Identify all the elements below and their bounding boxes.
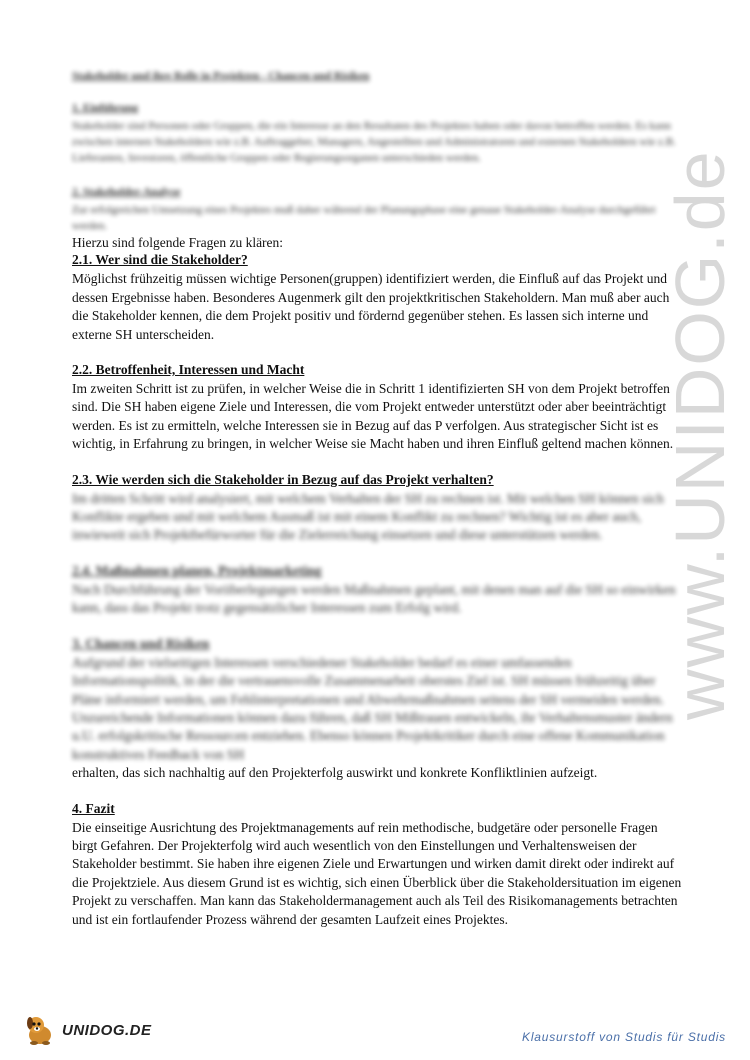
- watermark-text: www.UNIDOG.de: [661, 149, 739, 720]
- section-2-3-heading: 2.3. Wie werden sich die Stakeholder in Bezug auf das Projekt verhalten?: [72, 471, 494, 487]
- section-1-text: Stakeholder sind Personen oder Gruppen, die ein Interesse an den Resultaten des Projektes haben oder davon betroffen werden. Es kann zwischen internen Stakeholdern wie z.B. Auftraggeber, Managern, Angestellten und Administratoren und externen Stakeholdern wie z.B. Lieferanten, Investoren, öffentliche Gruppen oder Regierungsorganen unterschieden werden.: [72, 120, 676, 164]
- section-4-text: Die einseitige Ausrichtung des Projektmanagements auf rein methodische, budgetäre oder personelle Fragen birgt Gefahren. Der Projekterfolg wird auch wesentlich von den Einstellungen und Verhaltensweisen der Stakeholder bestimmt. Sie haben ihre eigenen Ziele und Erwartungen und wirken damit direkt oder indirekt auf die Projektziele. Aus diesem Grund ist es wichtig, sich einen Überblick über die Stakeholdersituation im eigenen Projekt zu verschaffen. Man kann das Stakeholdermanagement auch als Teil des Risikomanagements betrachten und ist ein fortlaufender Prozess während der gesamten Laufzeit eines Projektes.: [72, 819, 682, 927]
- dog-mascot-icon: [22, 1013, 58, 1047]
- section-2-1-text: Möglichst frühzeitig müssen wichtige Personen(gruppen) identifiziert werden, die Einfluß auf das Projekt und dessen Ergebnisse haben. Besonderes Augenmerk gilt den projektkritischen Stakeholdern. Man muß aber auch die Stakeholder kennen, die dem Projekt positiv und fördernd gegenüber stehen. Es lassen sich interne und externe SH unterscheiden.: [72, 271, 670, 342]
- section-2-3-text: Im dritten Schritt wird analysiert, mit welchem Verhalten der SH zu rechnen ist. Mit welchen SH können sich Konflikte ergeben und mit welchem Ausmaß ist mit einem Konflikt zu rechnen? Wichtig ist es aber auch, inwieweit sich Projektbefürworter für die Zielerreichung einsetzen und diese unterstützen werden.: [72, 490, 664, 543]
- section-2-4-text: Nach Durchführung der Voriiberlegungen werden Maßnahmen geplant, mit denen man auf die SH so einwirken kann, dass das Projekt trotz gegensätzlicher Interessen zum Erfolg wird.: [72, 581, 676, 616]
- section-1-heading: 1. Einführung: [72, 102, 139, 114]
- document-page: [72, 70, 682, 929]
- document-title: Stakeholder und ihre Rolle in Projekten - Chancen und Risiken: [72, 70, 370, 82]
- section-2-4-heading: 2.4. Maßnahmen planen, Projektmarketing: [72, 562, 322, 578]
- section-3-text-clear: erhalten, das sich nachhaltig auf den Projekterfolg auswirkt und konkrete Konfliktlinien aufzeigt.: [72, 765, 598, 781]
- section-3-text-blurred: Aufgrund der vielseitigen Interessen verschiedener Stakeholder bedarf es einer umfassenden Informationspolitik, in der die vertrauensvolle Zusammenarbeit oberstes Ziel ist. SH müssen frühzeitig über Pläne informiert werden, um Fehlinterpretationen und Abwehrmaßnahmen seitens der SH vermeiden werden. Unzureichende Informationen können dazu führen, daß SH Mißtrauen entwickeln, ihr Verhaltensmuster ändern u.U. erfolgskritische Ressourcen entziehen. Ebenso können Projektkritiker durch eine offene Kommunikation konstruktives Feedback von SH: [72, 654, 673, 762]
- section-3-heading: 3. Chancen und Risiken: [72, 635, 210, 651]
- section-2-heading: 2. Stakeholder-Analyse: [72, 186, 181, 198]
- logo-text: UNIDOG.DE: [62, 1021, 152, 1039]
- section-4-heading: 4. Fazit: [72, 800, 115, 816]
- section-2-text: Zur erfolgreichen Umsetzung eines Projektes muß daher während der Planungsphase eine genaue Stakeholder-Analyse durchgeführt werden.: [72, 204, 656, 232]
- section-2-2-text: Im zweiten Schritt ist zu prüfen, in welcher Weise die in Schritt 1 identifizierten SH von dem Projekt betroffen sind. Die SH haben eigene Ziele und Interessen, die vom Projekt entweder unterstützt oder aber beeinträchtigt werden. Es ist zu ermitteln, welche Interessen sie in Bezug auf das P verfolgen. Aus strategischer Sicht ist es wichtig, in Erfahrung zu bringen, in welcher Weise sie Macht haben und ihren Einfluß geltend machen können.: [72, 381, 674, 452]
- unidog-logo: [22, 1013, 152, 1047]
- footer-tagline: Klausurstoff von Studis für Studis: [522, 1030, 726, 1044]
- intro-line: Hierzu sind folgende Fragen zu klären:: [72, 235, 284, 250]
- section-2-2-heading: 2.2. Betroffenheit, Interessen und Macht: [72, 362, 305, 378]
- section-2-1-heading: 2.1. Wer sind die Stakeholder?: [72, 252, 248, 268]
